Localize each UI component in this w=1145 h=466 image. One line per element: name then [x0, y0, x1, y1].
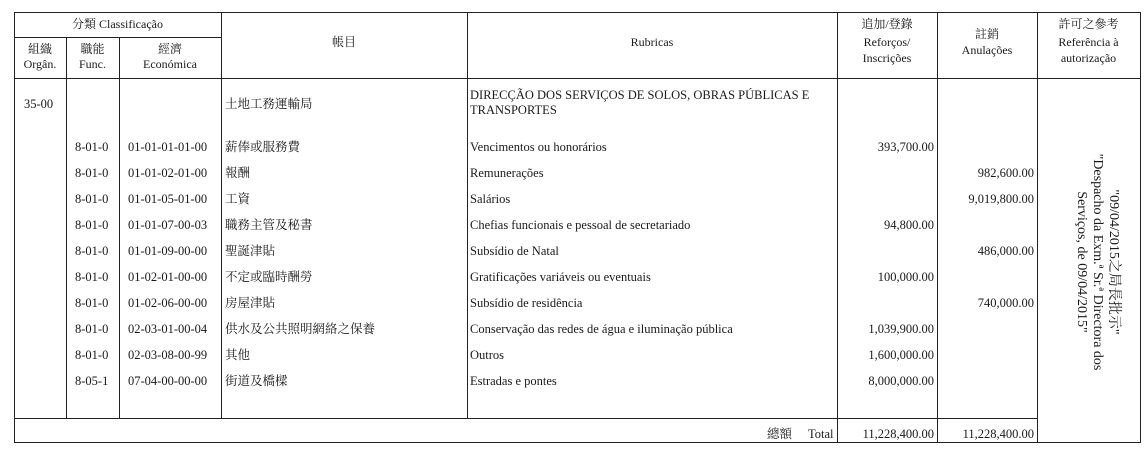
col-divider-referencia — [1037, 12, 1038, 443]
referencia-header-zh: 許可之參考 — [1058, 17, 1119, 31]
reforcos-header-pt1: Reforços/ — [863, 35, 911, 49]
total-anulacoes: 11,228,400.00 — [962, 427, 1034, 441]
row-rubrica-pt: Vencimentos ou honorários — [470, 140, 607, 154]
total-label-zh: 總額 — [767, 427, 793, 441]
referencia-header-pt2: autorização — [1060, 51, 1117, 65]
row-rubrica-zh: 聖誕津貼 — [225, 244, 276, 258]
entity-organica: 35-00 — [24, 97, 54, 111]
row-rubrica-zh: 工資 — [225, 192, 251, 206]
organica-header-pt: Orgân. — [23, 57, 57, 71]
funcional-header-zh: 職能 — [80, 42, 105, 56]
row-rubrica-zh: 薪俸或服務費 — [225, 140, 301, 154]
row-funcional: 8-05-1 — [75, 374, 109, 388]
row-anulacao: 9,019,800.00 — [968, 192, 1034, 206]
reforcos-header-pt2: Inscrições — [862, 51, 912, 65]
row-rubrica-pt: Chefias funcionais e pessoal de secretariado — [470, 218, 691, 232]
row-funcional: 8-01-0 — [75, 322, 109, 336]
row-anulacao: 486,000.00 — [977, 244, 1034, 258]
row-anulacao: 740,000.00 — [977, 296, 1034, 310]
row-funcional: 8-01-0 — [75, 270, 109, 284]
row-rubrica-pt: Subsídio de residência — [470, 296, 583, 310]
row-economica: 07-04-00-00-00 — [128, 374, 208, 388]
row-rubrica-zh: 其他 — [225, 348, 251, 362]
row-funcional: 8-01-0 — [75, 296, 109, 310]
col-divider-organica — [66, 37, 67, 419]
rubrica-header-pt: Rubricas — [630, 35, 674, 49]
classification-header: 分類 Classificação — [72, 17, 163, 31]
anulacoes-header-pt: Anulações — [961, 43, 1013, 57]
left-border — [14, 12, 15, 443]
row-economica: 01-01-07-00-03 — [128, 218, 208, 232]
authorization-line1: "09/04/2015之局長批示" — [1106, 189, 1121, 335]
total-top-border — [14, 418, 1038, 419]
row-reforco: 1,039,900.00 — [868, 322, 934, 336]
col-divider-anulacoes — [937, 12, 938, 443]
total-label-pt: Total — [808, 427, 834, 441]
total-reforcos: 11,228,400.00 — [862, 427, 934, 441]
authorization-line2: "Despacho da Exm.ª Sr.ª Directora dos — [1090, 153, 1105, 371]
row-funcional: 8-01-0 — [75, 192, 109, 206]
row-rubrica-pt: Estradas e pontes — [470, 374, 557, 388]
authorization-reference — [1061, 97, 1121, 427]
row-rubrica-pt: Outros — [470, 348, 505, 362]
row-rubrica-pt: Salários — [470, 192, 511, 206]
row-funcional: 8-01-0 — [75, 244, 109, 258]
row-reforco: 94,800.00 — [884, 218, 934, 232]
entity-name-pt-line2: TRANSPORTES — [470, 103, 557, 117]
row-economica: 01-01-09-00-00 — [128, 244, 208, 258]
row-rubrica-zh: 街道及橋樑 — [225, 374, 288, 388]
header-bottom-border — [14, 78, 1141, 79]
row-economica: 02-03-08-00-99 — [128, 348, 208, 362]
anulacoes-header-zh: 註銷 — [974, 27, 999, 41]
row-reforco: 393,700.00 — [877, 140, 934, 154]
row-economica: 01-01-01-01-00 — [128, 140, 208, 154]
row-economica: 01-02-06-00-00 — [128, 296, 208, 310]
authorization-line3: Serviços, de 09/04/2015" — [1074, 191, 1089, 333]
row-funcional: 8-01-0 — [75, 140, 109, 154]
organica-header-zh: 組織 — [27, 42, 52, 56]
row-rubrica-zh: 供水及公共照明網絡之保養 — [225, 322, 376, 336]
table-top-border — [14, 12, 1141, 13]
row-economica: 01-01-05-01-00 — [128, 192, 208, 206]
entity-name-pt-line1: DIRECÇÃO DOS SERVIÇOS DE SOLOS, OBRAS PÚBLICAS E — [470, 88, 810, 102]
row-funcional: 8-01-0 — [75, 218, 109, 232]
row-anulacao: 982,600.00 — [977, 166, 1034, 180]
row-funcional: 8-01-0 — [75, 348, 109, 362]
right-border — [1140, 12, 1141, 443]
classification-divider — [14, 37, 221, 38]
col-divider-rubricas — [467, 12, 468, 419]
row-reforco: 8,000,000.00 — [868, 374, 934, 388]
row-reforco: 1,600,000.00 — [868, 348, 934, 362]
row-rubrica-zh: 職務主管及秘書 — [225, 218, 313, 232]
row-funcional: 8-01-0 — [75, 166, 109, 180]
economica-header-pt: Económica — [143, 57, 197, 71]
col-divider-economica — [221, 12, 222, 419]
rubrica-header-zh: 帳目 — [331, 35, 356, 49]
row-economica: 01-02-01-00-00 — [128, 270, 208, 284]
row-rubrica-zh: 不定或臨時酬勞 — [225, 270, 313, 284]
row-reforco: 100,000.00 — [877, 270, 934, 284]
table-bottom-border — [14, 442, 1141, 443]
reforcos-header-zh: 追加/登錄 — [861, 17, 913, 31]
row-economica: 02-03-01-00-04 — [128, 322, 208, 336]
referencia-header-pt1: Referência à — [1058, 35, 1119, 49]
row-rubrica-zh: 房屋津貼 — [225, 296, 276, 310]
row-rubrica-pt: Remunerações — [470, 166, 544, 180]
row-rubrica-pt: Gratificações variáveis ou eventuais — [470, 270, 651, 284]
entity-name-zh: 土地工務運輸局 — [225, 97, 313, 111]
row-rubrica-zh: 報酬 — [225, 166, 251, 180]
row-rubrica-pt: Subsídio de Natal — [470, 244, 559, 258]
row-rubrica-pt: Conservação das redes de água e iluminação pública — [470, 322, 733, 336]
col-divider-funcional — [119, 37, 120, 419]
row-economica: 01-01-02-01-00 — [128, 166, 208, 180]
funcional-header-pt: Func. — [79, 57, 106, 71]
economica-header-zh: 經濟 — [157, 42, 182, 56]
